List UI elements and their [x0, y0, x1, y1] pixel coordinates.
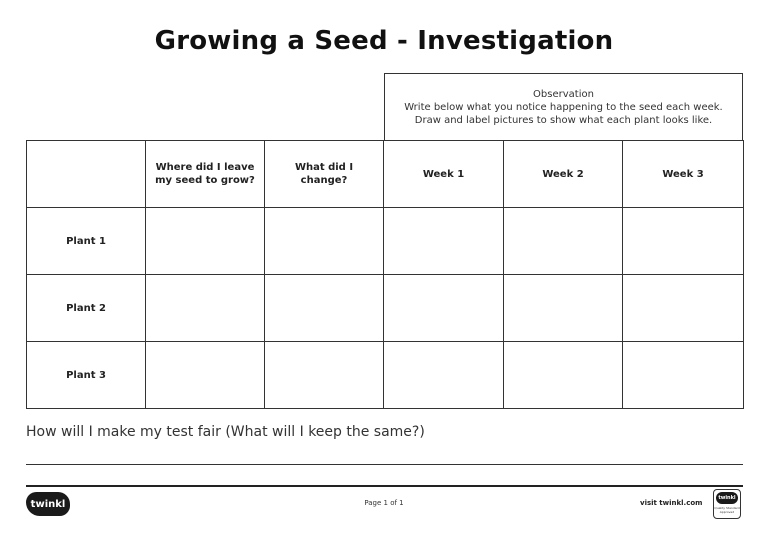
- page-number: Page 1 of 1: [364, 499, 404, 507]
- header-week-2: Week 2: [504, 141, 623, 208]
- table-row: [27, 342, 744, 409]
- header-what-changed: What did I change?: [265, 141, 384, 208]
- answer-cell[interactable]: [384, 275, 504, 342]
- header-week-3: Week 3: [623, 141, 744, 208]
- answer-cell[interactable]: [146, 208, 265, 275]
- observation-instruction-2: Draw and label pictures to show what each plant looks like.: [414, 115, 713, 126]
- table-row: [27, 275, 744, 342]
- observation-box: [384, 73, 743, 141]
- observation-instruction-1: Write below what you notice happening to the seed each week.: [404, 102, 723, 113]
- answer-cell[interactable]: [146, 342, 265, 409]
- answer-cell[interactable]: [504, 275, 623, 342]
- visit-link[interactable]: visit twinkl.com: [640, 499, 703, 507]
- answer-cell[interactable]: [384, 208, 504, 275]
- footer-divider: [26, 485, 743, 487]
- answer-cell[interactable]: [146, 275, 265, 342]
- answer-cell[interactable]: [504, 342, 623, 409]
- answer-cell[interactable]: [623, 208, 744, 275]
- investigation-table: [26, 140, 744, 409]
- table-row: [27, 208, 744, 275]
- answer-cell[interactable]: [623, 342, 744, 409]
- header-cell-empty: [27, 141, 146, 208]
- answer-cell[interactable]: [265, 208, 384, 275]
- header-where-left: Where did I leave my seed to grow?: [146, 141, 265, 208]
- badge-text: Quality Standard Approved: [714, 506, 740, 514]
- quality-badge-icon: [713, 489, 741, 519]
- page-title: Growing a Seed - Investigation: [154, 26, 614, 56]
- row-label-plant-3: Plant 3: [27, 342, 146, 409]
- answer-cell[interactable]: [504, 208, 623, 275]
- answer-cell[interactable]: [265, 275, 384, 342]
- answer-line[interactable]: [26, 464, 743, 465]
- logo-text: twinkl: [30, 498, 66, 510]
- badge-logo: twinkl: [716, 492, 738, 504]
- observation-heading: Observation: [533, 89, 594, 100]
- header-week-1: Week 1: [384, 141, 504, 208]
- fair-test-question: How will I make my test fair (What will I keep the same?): [26, 424, 425, 440]
- answer-cell[interactable]: [623, 275, 744, 342]
- table-header-row: [27, 141, 744, 208]
- answer-cell[interactable]: [265, 342, 384, 409]
- row-label-plant-1: Plant 1: [27, 208, 146, 275]
- answer-cell[interactable]: [384, 342, 504, 409]
- row-label-plant-2: Plant 2: [27, 275, 146, 342]
